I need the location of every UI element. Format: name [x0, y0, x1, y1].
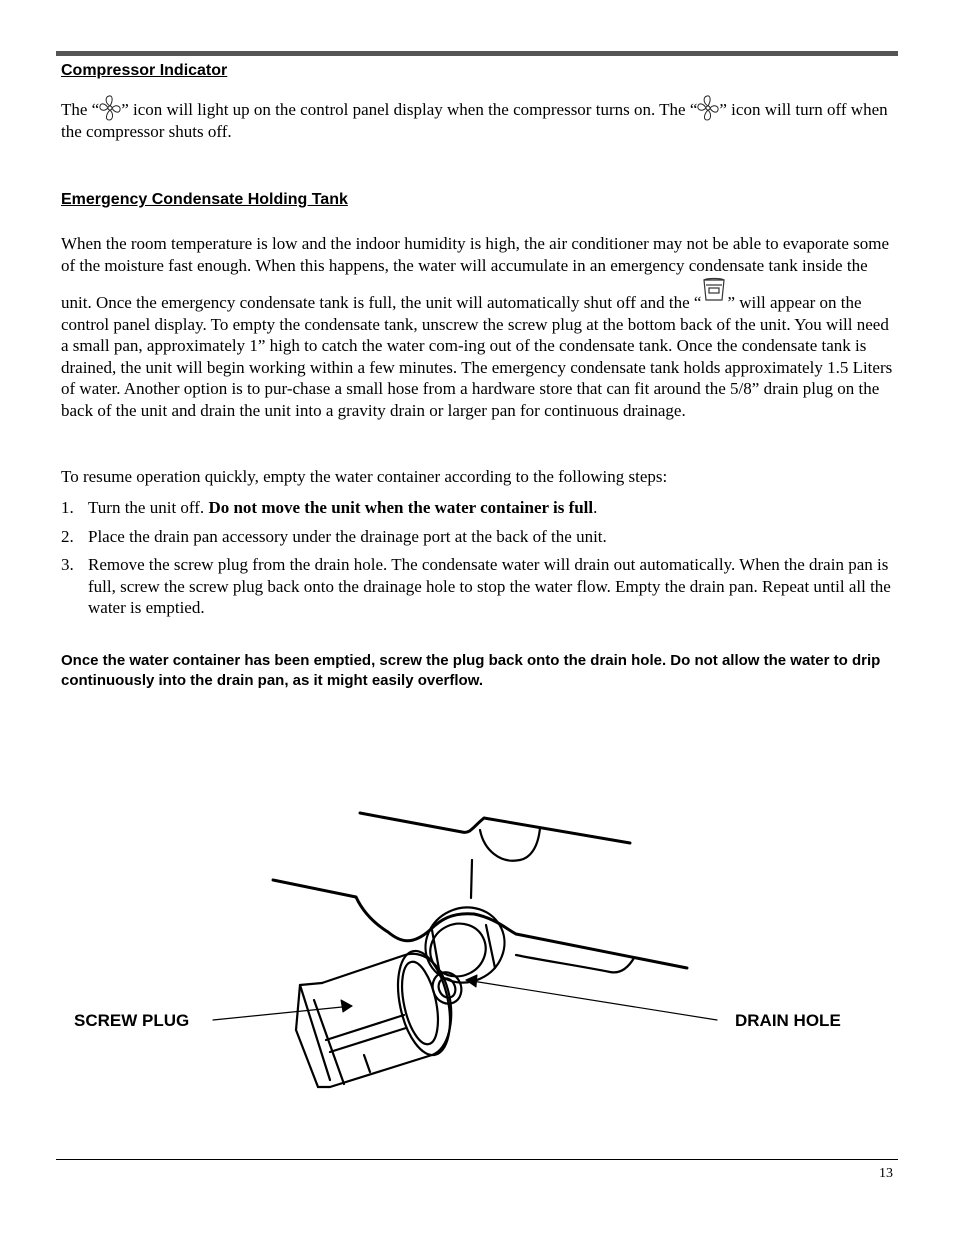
steps-intro: To resume operation quickly, empty the water container according to the following steps: [61, 467, 668, 486]
step-number: 3. [61, 555, 74, 574]
tank-text-a: When the room temperature is low and the indoor humidity is high, the air conditioner may not be able to evaporate some of the moisture fast enough. When this happens, the water will accumulate in an emergency condensate tank inside the unit. Once the emergency condensate tank is full, the unit will automatically shut off and the “ [61, 234, 890, 312]
step-text: Place the drain pan accessory under the drainage port at the back of the unit. [88, 526, 607, 546]
step-tail: . [593, 498, 598, 517]
step-bold-text: Do not move the unit when the water container is full [208, 498, 594, 517]
step-number: 2. [61, 526, 74, 546]
step-number: 1. [61, 498, 74, 517]
step-text: Turn the unit off. [88, 498, 209, 517]
compressor-text-b: ” icon will light up on the control panel display when the compressor turns on. The “ [121, 100, 698, 119]
drain-hole-label: DRAIN HOLE [735, 1011, 841, 1030]
tank-text-b: ” will appear on the control panel display. To empty the condensate tank, unscrew the screw plug at the bottom back of the unit. You will need a small pan, approximately 1” high to catch the water com-ing out of the condensate tank. Once the condensate tank is drained, the unit will begin working within a few minutes. The emergency condensate tank holds approximately 1.5 Liters of water. Another option is to pur-chase a small hose from a hardware store that can fit around the 5/8” drain plug on the back of the unit and drain the unit into a gravity drain or larger pan for continuous drainage. [61, 293, 893, 420]
compressor-text-a: The “ [61, 100, 100, 119]
page-number: 13 [879, 1166, 893, 1181]
tank-heading: Emergency Condensate Holding Tank [61, 191, 348, 208]
bottom-rule [56, 1159, 898, 1160]
compressor-text-c: ” icon will turn off when the compressor shuts off. [61, 100, 888, 141]
compressor-heading: Compressor Indicator [61, 62, 228, 79]
step-text: Remove the screw plug from the drain hole. The condensate water will drain out automatically. When the drain pan is full, screw the screw plug back onto the drainage hole to stop the water flow. Empty the drain pan. Repeat until all the water is emptied. [88, 555, 891, 617]
warning-note: Once the water container has been emptied, screw the plug back onto the drain hole. Do not allow the water to drip continuously into the drain pan, as it might easily overflow. [61, 652, 881, 689]
screw-plug-label: SCREW PLUG [74, 1011, 190, 1030]
